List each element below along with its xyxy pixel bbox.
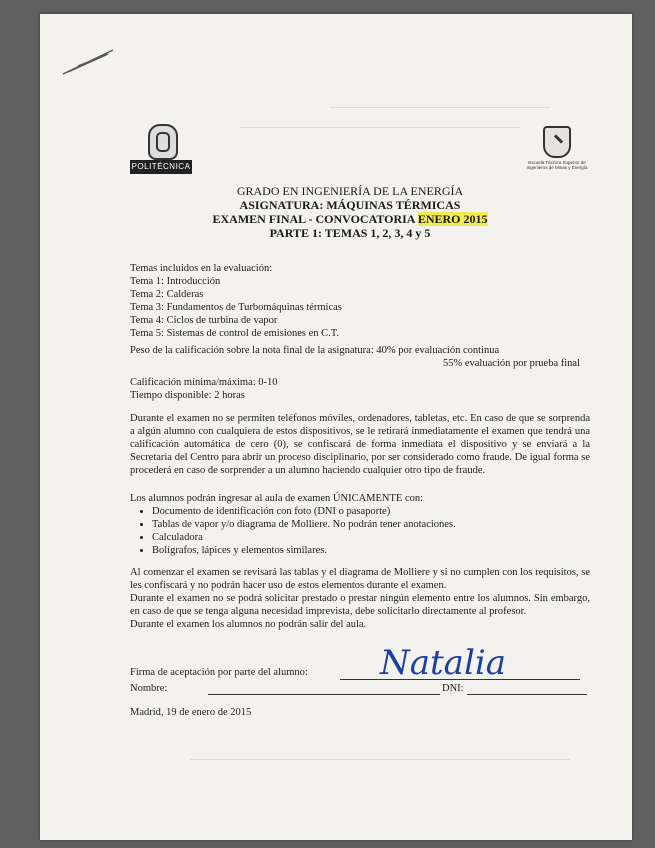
- allowed-list: [130, 505, 590, 557]
- tema-item: Tema 1: Introducción: [130, 276, 221, 287]
- list-item: • Tablas de vapor y/o diagrama de Molliere. No podrán tener anotaciones.: [152, 518, 590, 531]
- list-item: • Bolígrafos, lápices y elementos similares.: [152, 544, 590, 557]
- bleed-through-text: ————————————————————————————: [240, 122, 520, 133]
- list-item: • Documento de identificación con foto (DNI o pasaporte): [152, 505, 590, 518]
- exam-title: EXAMEN FINAL - CONVOCATORIA ENERO 2015: [212, 212, 488, 226]
- tema-item: Tema 2: Calderas: [130, 289, 204, 300]
- logo-right-text: Escuela Técnica Superior de Ingenieros de Minas y Energía: [526, 160, 588, 170]
- tema-item: Tema 5: Sistemas de control de emisiones en C.T.: [130, 328, 340, 339]
- pen-scribble: [58, 44, 128, 84]
- calificacion: Calificación mínima/máxima: 0-10: [130, 377, 278, 388]
- tiempo: Tiempo disponible: 2 horas: [130, 390, 245, 401]
- exam-page: [40, 14, 632, 840]
- nombre-line: [208, 694, 440, 695]
- highlighted-date: ENERO 2015: [417, 212, 488, 226]
- temas-section: [130, 262, 590, 340]
- rule-paragraph: Durante el examen no se podrá solicitar prestado o prestar ningún elemento entre los alumnos. Sin embargo, en caso de que se tenga alguna necesidad imprevista, debe solicitarlo directamente al profesor.: [130, 593, 590, 617]
- temas-heading: Temas incluidos en la evaluación:: [130, 263, 273, 274]
- allowed-section: [130, 492, 590, 557]
- part-title: PARTE 1: TEMAS 1, 2, 3, 4 y 5: [269, 226, 431, 240]
- date-line: Madrid, 19 de enero de 2015: [130, 707, 252, 718]
- nombre-label: Nombre:: [130, 683, 168, 694]
- dni-line: [467, 694, 587, 695]
- allowed-heading: Los alumnos podrán ingresar al aula de examen ÚNICAMENTE con:: [130, 493, 424, 504]
- signature-text: Natalia: [380, 643, 506, 683]
- rule-paragraph: Durante el examen los alumnos no podrán salir del aula.: [130, 619, 367, 630]
- logo-left-text: POLITÉCNICA: [130, 160, 192, 174]
- dni-label: DNI:: [442, 683, 464, 694]
- rules-section: [130, 566, 590, 631]
- meta-section: [130, 376, 590, 402]
- upm-logo: [130, 124, 190, 180]
- tema-item: Tema 4: Ciclos de turbina de vapor: [130, 315, 278, 326]
- warning-paragraph: Durante el examen no se permiten teléfonos móviles, ordenadores, tabletas, etc. En caso de que se sorprenda a algún alumno con cualquiera de estos dispositivos, se le retirará inmediatamente el examen que tendrá una calificación automática de cero (0), se confiscará de forma inmediata el dispositivo y se enviará a la Secretaría del Centro para abrir un proceso disciplinario, por ser considerado como fraude. De igual forma se procederá en caso de sorprender a un alumno haciendo cualquier otro tipo de fraude.: [130, 413, 590, 476]
- crest-icon: [543, 126, 571, 158]
- peso-line: Peso de la calificación sobre la nota final de la asignatura: 40% por evaluación continua: [130, 345, 500, 356]
- peso-line-2: 55% evaluación por prueba final: [442, 358, 580, 369]
- signature-label: Firma de aceptación por parte del alumno:: [130, 667, 308, 678]
- degree-title: GRADO EN INGENIERÍA DE LA ENERGÍA: [236, 184, 464, 198]
- peso-section: [130, 344, 590, 370]
- subject-title: ASIGNATURA: MÁQUINAS TÉRMICAS: [239, 198, 461, 212]
- school-logo: [522, 126, 592, 182]
- tema-item: Tema 3: Fundamentos de Turbomáquinas térmicas: [130, 302, 342, 313]
- bleed-through-text: ——————————————————————————————————————: [190, 754, 570, 765]
- list-item: • Calculadora: [152, 531, 590, 544]
- bleed-through-text: ——————————————————————: [330, 102, 550, 113]
- upm-seal-icon: [148, 124, 178, 160]
- rule-paragraph: Al comenzar el examen se revisará las tablas y el diagrama de Molliere y si no cumplen con los requisitos, se les confiscará y no podrán hacer uso de estos elementos durante el examen.: [130, 567, 590, 591]
